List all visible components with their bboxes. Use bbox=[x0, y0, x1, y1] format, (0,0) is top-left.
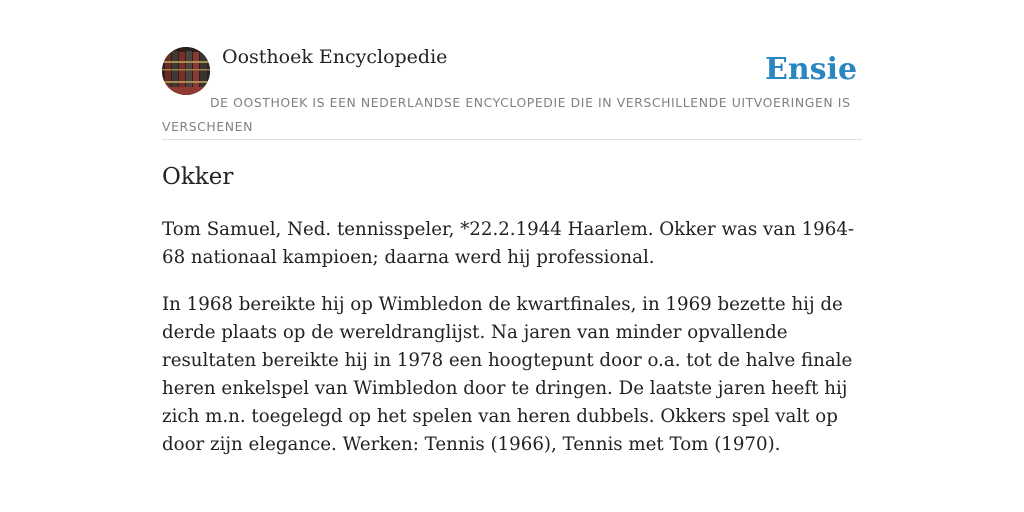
brand-logo[interactable]: Ensie bbox=[765, 52, 858, 87]
entry-paragraph: Tom Samuel, Ned. tennisspeler, *22.2.1944 Haarlem. Okker was van 1964-68 nationaal kampioen; daarna werd hij professional. bbox=[162, 219, 855, 268]
entry-content bbox=[162, 216, 862, 478]
entry-title: Okker bbox=[162, 164, 234, 190]
site-tagline: DE OOSTHOEK IS EEN NEDERLANDSE ENCYCLOPEDIE DIE IN VERSCHILLENDE UITVOERINGEN IS VERSCHENEN bbox=[162, 95, 851, 134]
site-title[interactable]: Oosthoek Encyclopedie bbox=[222, 46, 448, 68]
avatar[interactable] bbox=[162, 47, 210, 95]
header-divider bbox=[162, 139, 862, 140]
entry-paragraph: In 1968 bereikte hij op Wimbledon de kwartfinales, in 1969 bezette hij de derde plaats op de wereldranglijst. Na jaren van minder opvallende resultaten bereikte hij in 1978 een hoogtepunt door o.a. tot de halve finale heren enkelspel van Wimbledon door te dringen. De laatste jaren heeft hij zich m.n. toegelegd op het spelen van heren dubbels. Okkers spel valt op door zijn elegance. Werken: Tennis (1966), Tennis met Tom (1970). bbox=[162, 294, 853, 455]
encyclopedia-books-icon bbox=[162, 47, 210, 95]
